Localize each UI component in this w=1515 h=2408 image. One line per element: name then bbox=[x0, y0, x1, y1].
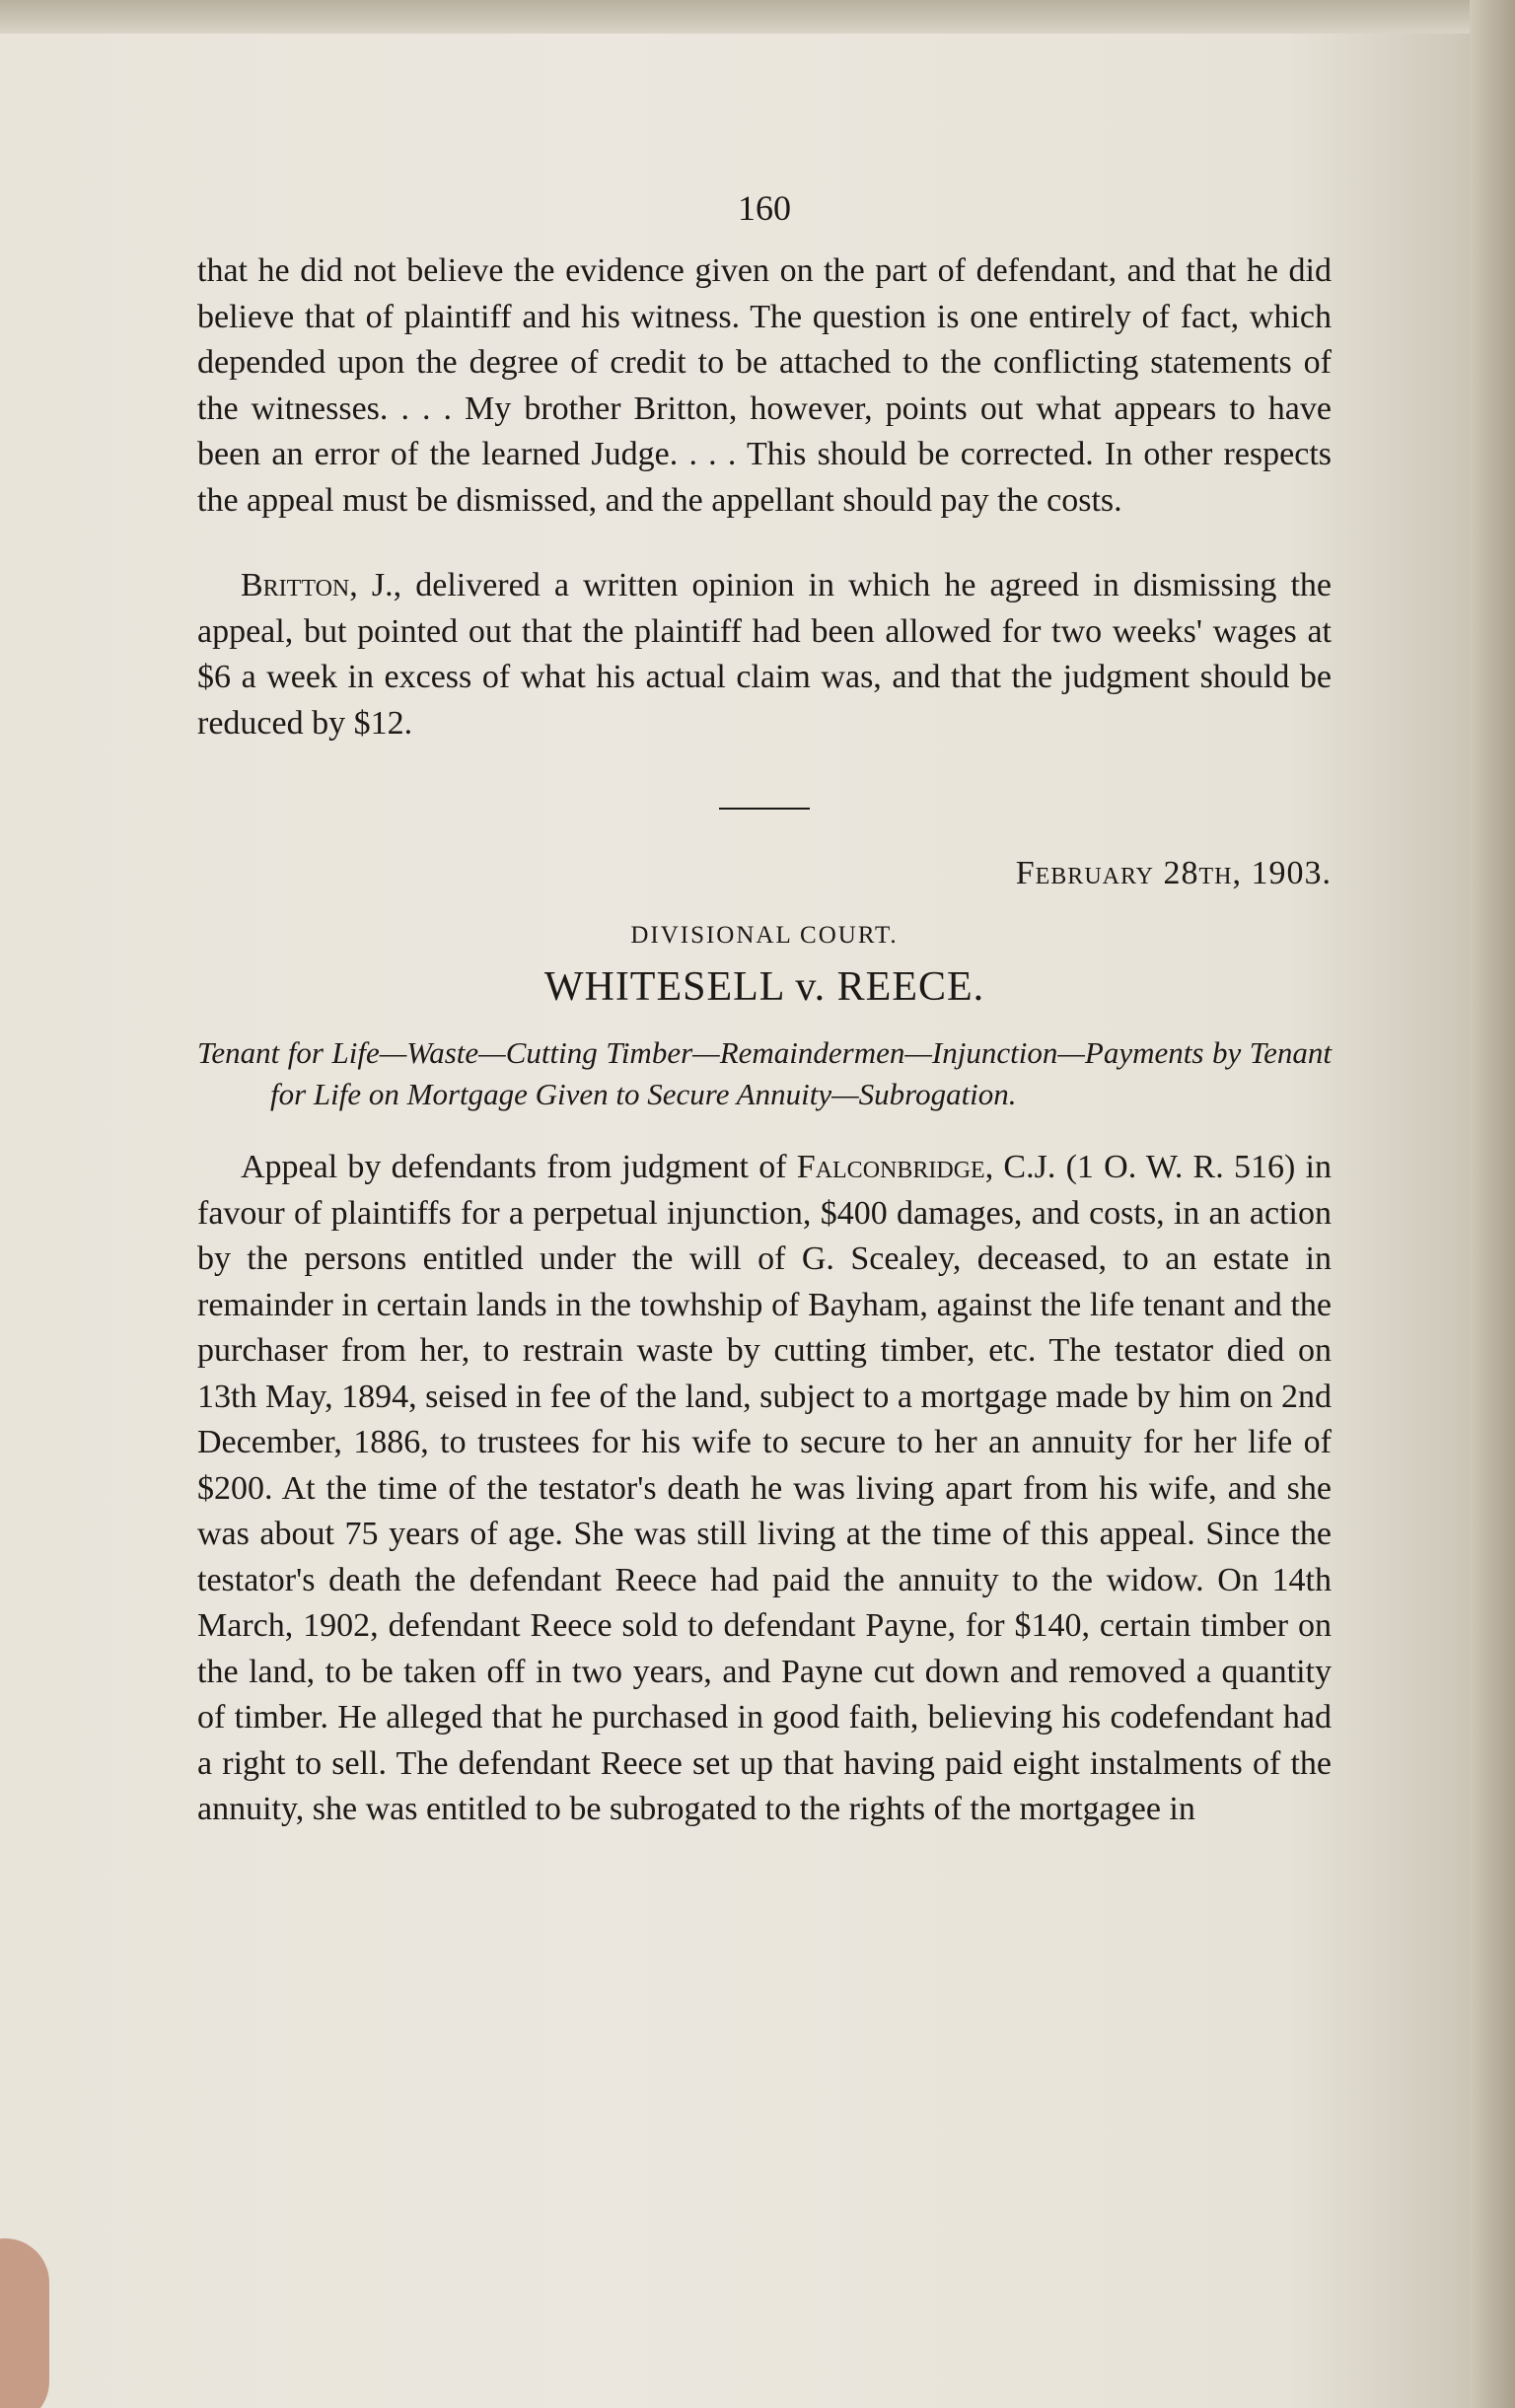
judge-britton: Britton bbox=[241, 567, 350, 603]
page-top-edge bbox=[0, 0, 1515, 34]
britton-paragraph bbox=[197, 563, 1332, 746]
headnote: Tenant for Life—Waste—Cutting Timber—Remaindermen—Injunction—Payments by Tenant for Life on Mortgage Given to Secure Annuity—Subrogation. bbox=[197, 1035, 1332, 1111]
appeal-paragraph bbox=[197, 1145, 1332, 1833]
appeal-text-rest: , C.J. (1 O. W. R. 516) in favour of plaintiffs for a perpetual injunction, $400 damages, and costs, in an action by the persons entitled under the will of G. Scealey, deceased, to an estate in remainder in certain lands in the towhship of Bayham, against the life tenant and the purchaser from her, to restrain waste by cutting timber, etc. The testator died on 13th May, 1894, seised in fee of the land, subject to a mortgage made by him on 2nd December, 1886, to trustees for his wife to secure to her an annuity for her life of $200. At the time of the testator's death he was living apart from his wife, and she was about 75 years of age. She was still living at the time of this appeal. Since the testator's death the defendant Reece had paid the annuity to the widow. On 14th March, 1902, defendant Reece sold to defendant Payne, for $140, certain timber on the land, to be taken off in two years, and Payne cut down and removed a quantity of timber. He alleged that he purchased in good faith, believing his codefendant had a right to sell. The defendant Reece set up that having paid eight instalments of the annuity, she was entitled to be subrogated to the rights of the mortgagee in bbox=[197, 1149, 1332, 1827]
case-title: WHITESELL v. REECE. bbox=[543, 964, 985, 1010]
book-spine-edge bbox=[1470, 0, 1515, 2408]
britton-text: , J., delivered a written opinion in which he agreed in dismissing the appeal, but pointed out that the plaintiff had been allowed for two weeks' wages at $6 a week in excess of what his actual claim was, and that the judgment should be reduced by $12. bbox=[197, 567, 1332, 742]
opening-paragraph: that he did not believe the evidence given on the part of defendant, and that he did believe that of plaintiff and his witness. The question is one entirely of fact, which depended upon the degree of credit to be attached to the conflicting statements of the witnesses. . . . My brother Britton, however, points out what appears to have been an error of the learned Judge. . . . This should be corrected. In other respects the appeal must be dismissed, and the appellant should pay the costs. bbox=[197, 252, 1332, 519]
judge-falconbridge: Falconbridge bbox=[796, 1149, 985, 1185]
page-number: 160 bbox=[738, 188, 791, 228]
decision-date: February 28th, 1903. bbox=[1015, 855, 1332, 891]
court-name: DIVISIONAL COURT. bbox=[630, 922, 899, 949]
section-rule bbox=[719, 808, 810, 810]
appeal-text-start: Appeal by defendants from judgment of bbox=[241, 1149, 797, 1185]
thumb-shadow bbox=[0, 2238, 49, 2408]
page-content bbox=[197, 187, 1332, 1833]
